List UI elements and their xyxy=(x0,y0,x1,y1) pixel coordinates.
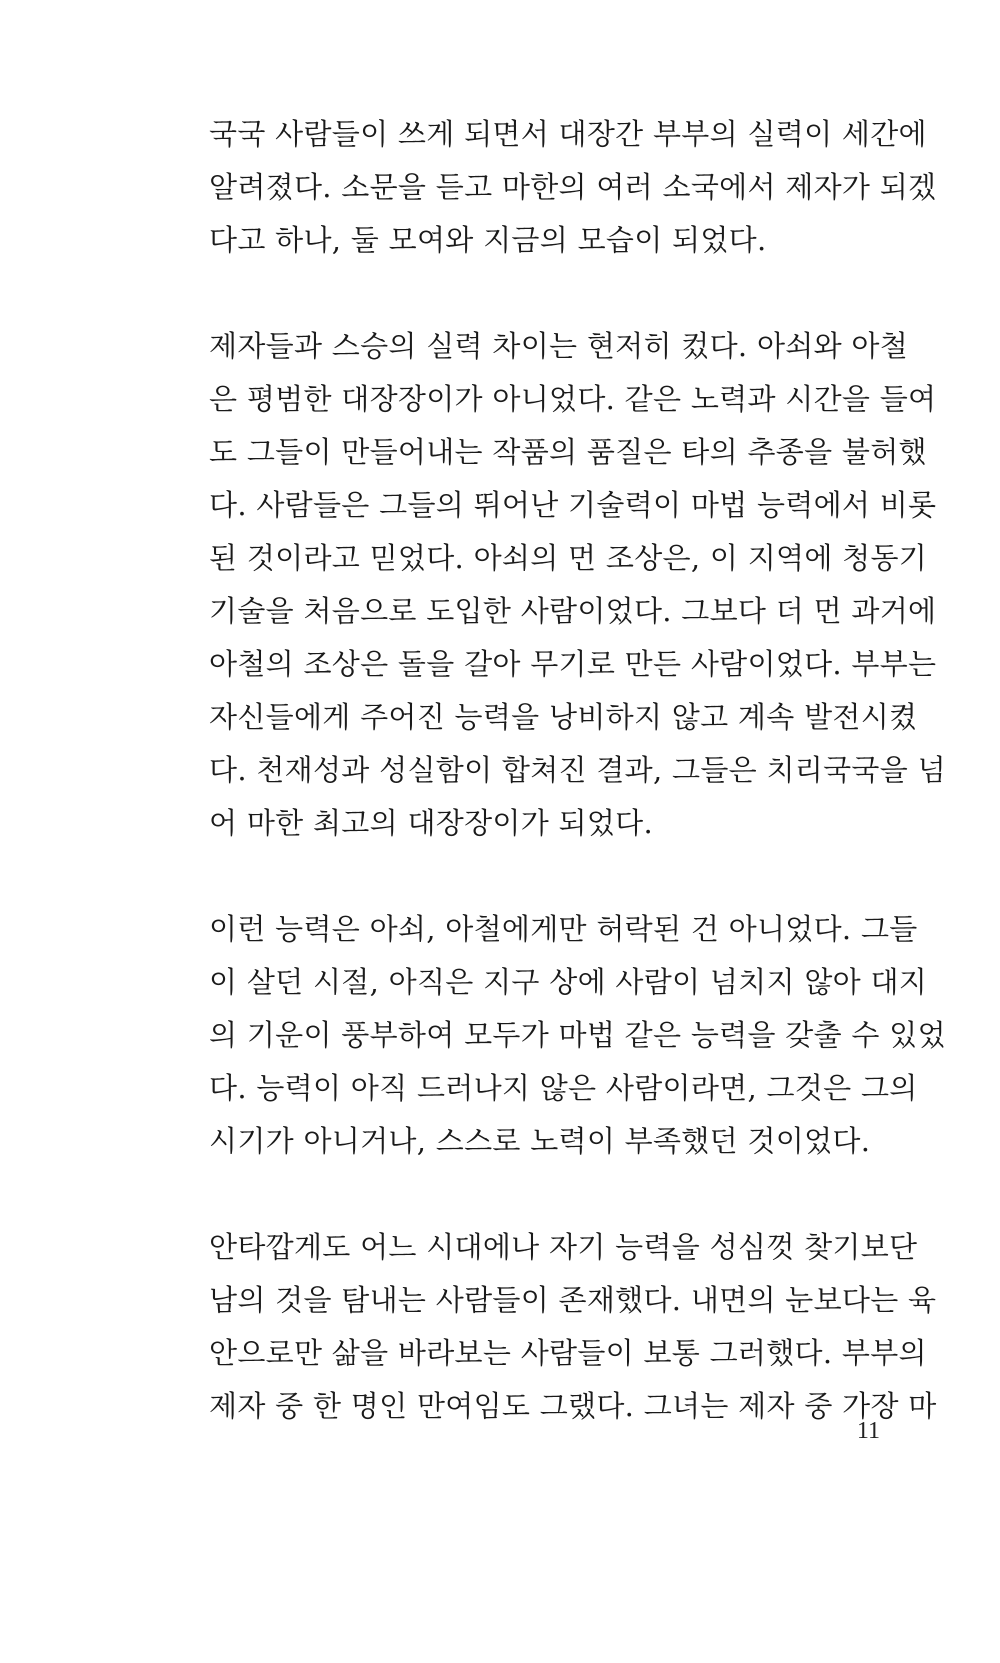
text-line: 기술을 처음으로 도입한 사람이었다. 그보다 더 먼 과거에 xyxy=(209,594,937,628)
text-line: 이런 능력은 아쇠, 아철에게만 허락된 건 아니었다. 그들 xyxy=(209,912,918,946)
paragraph-3 xyxy=(209,903,946,1168)
paragraph-1 xyxy=(209,108,937,267)
text-line: 이 살던 시절, 아직은 지구 상에 사람이 넘치지 않아 대지 xyxy=(209,965,928,999)
text-line: 자신들에게 주어진 능력을 낭비하지 않고 계속 발전시켰 xyxy=(209,700,918,734)
text-line: 다. 사람들은 그들의 뛰어난 기술력이 마법 능력에서 비롯 xyxy=(209,488,937,522)
text-line: 제자들과 스승의 실력 차이는 현저히 컸다. 아쇠와 아철 xyxy=(209,329,909,363)
text-line: 아철의 조상은 돌을 갈아 무기로 만든 사람이었다. 부부는 xyxy=(209,647,937,681)
text-line: 다. 천재성과 성실함이 합쳐진 결과, 그들은 치리국국을 넘 xyxy=(209,753,946,787)
text-line: 시기가 아니거나, 스스로 노력이 부족했던 것이었다. xyxy=(209,1124,871,1158)
paragraph-4 xyxy=(209,1221,937,1433)
text-line: 은 평범한 대장장이가 아니었다. 같은 노력과 시간을 들여 xyxy=(209,382,937,416)
paragraph-2 xyxy=(209,320,946,850)
text-line: 남의 것을 탐내는 사람들이 존재했다. 내면의 눈보다는 육 xyxy=(209,1283,937,1317)
text-line: 안으로만 삶을 바라보는 사람들이 보통 그러했다. 부부의 xyxy=(209,1336,927,1370)
text-line: 안타깝게도 어느 시대에나 자기 능력을 성심껏 찾기보단 xyxy=(209,1230,918,1264)
text-line: 다. 능력이 아직 드러나지 않은 사람이라면, 그것은 그의 xyxy=(209,1071,918,1105)
text-line: 다고 하나, 둘 모여와 지금의 모습이 되었다. xyxy=(209,223,767,257)
body-text xyxy=(209,108,946,1486)
text-line: 국국 사람들이 쓰게 되면서 대장간 부부의 실력이 세간에 xyxy=(209,117,927,151)
text-line: 제자 중 한 명인 만여임도 그랬다. 그녀는 제자 중 가장 마 xyxy=(209,1389,937,1423)
text-line: 의 기운이 풍부하여 모두가 마법 같은 능력을 갖출 수 있었 xyxy=(209,1018,946,1052)
text-line: 어 마한 최고의 대장장이가 되었다. xyxy=(209,806,653,840)
page-number: 11 xyxy=(856,1418,880,1444)
text-line: 알려졌다. 소문을 듣고 마한의 여러 소국에서 제자가 되겠 xyxy=(209,170,937,204)
text-line: 도 그들이 만들어내는 작품의 품질은 타의 추종을 불허했 xyxy=(209,435,927,469)
text-line: 된 것이라고 믿었다. 아쇠의 먼 조상은, 이 지역에 청동기 xyxy=(209,541,928,575)
